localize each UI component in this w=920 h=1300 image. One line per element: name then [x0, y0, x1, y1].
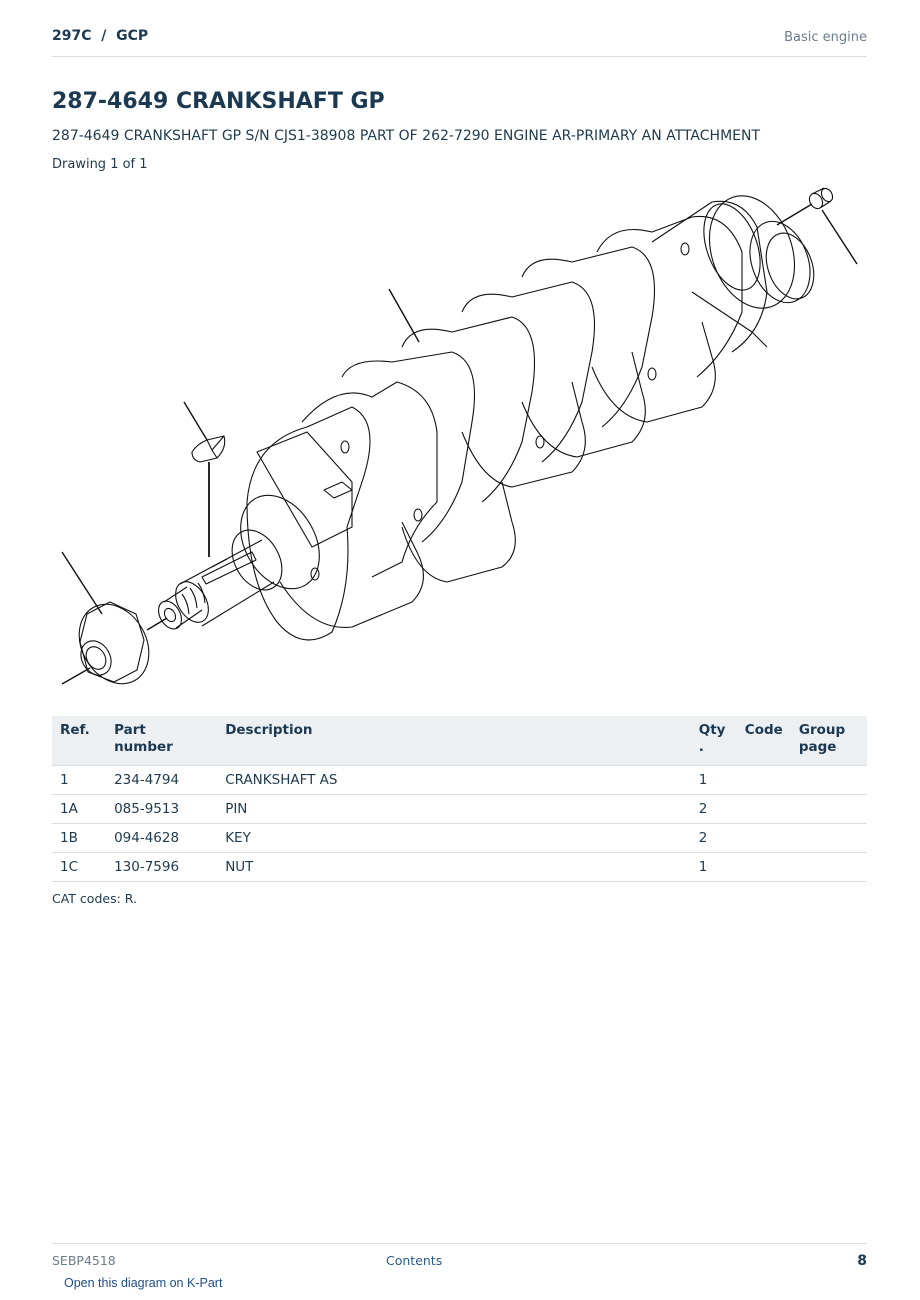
table-row — [52, 824, 867, 853]
cell-part-number: 234-4794 — [106, 766, 217, 795]
cell-description: NUT — [217, 853, 691, 882]
leader-line — [822, 210, 857, 264]
cell-qty: 2 — [691, 795, 737, 824]
crankshaft-body — [247, 184, 822, 640]
drawing-label: Drawing 1 of 1 — [52, 157, 148, 172]
leader-line — [62, 552, 102, 614]
leader-line — [389, 289, 419, 342]
column-header-group-page: Group page — [791, 716, 867, 766]
column-header-part-number: Part number — [106, 716, 217, 766]
cell-group-page — [791, 824, 867, 853]
column-header-code: Code — [737, 716, 791, 766]
table-row — [52, 853, 867, 882]
cell-qty: 1 — [691, 766, 737, 795]
leader-line — [62, 668, 90, 684]
table-header-row — [52, 716, 867, 766]
cell-group-page — [791, 795, 867, 824]
cell-code — [737, 766, 791, 795]
contents-link[interactable]: Contents — [386, 1253, 443, 1268]
column-header-ref: Ref. — [52, 716, 106, 766]
table-row — [52, 766, 867, 795]
cat-codes-note: CAT codes: R. — [52, 891, 137, 906]
document-id: SEBP4518 — [52, 1253, 116, 1268]
cell-code — [737, 824, 791, 853]
cell-ref: 1 — [52, 766, 106, 795]
nut-part — [65, 592, 162, 697]
cell-group-page — [791, 766, 867, 795]
cell-code — [737, 795, 791, 824]
page-footer — [52, 1243, 867, 1274]
page-title: 287-4649 CRANKSHAFT GP — [52, 89, 385, 114]
column-header-qty: Qty . — [691, 716, 737, 766]
cell-ref: 1A — [52, 795, 106, 824]
section-name: Basic engine — [784, 30, 867, 45]
column-header-description: Description — [217, 716, 691, 766]
leader-line — [777, 204, 812, 225]
cell-part-number: 130-7596 — [106, 853, 217, 882]
page-header — [52, 28, 867, 57]
cell-description: CRANKSHAFT AS — [217, 766, 691, 795]
parts-table — [52, 716, 867, 882]
cell-part-number: 094-4628 — [106, 824, 217, 853]
cell-qty: 1 — [691, 853, 737, 882]
cell-code — [737, 853, 791, 882]
pin-part — [807, 186, 835, 210]
cell-part-number: 085-9513 — [106, 795, 217, 824]
cell-description: PIN — [217, 795, 691, 824]
table-row — [52, 795, 867, 824]
page-subtitle: 287-4649 CRANKSHAFT GP S/N CJS1-38908 PART OF 262-7290 ENGINE AR-PRIMARY AN ATTACHMENT — [52, 128, 761, 144]
cell-ref: 1C — [52, 853, 106, 882]
page-number: 8 — [857, 1253, 867, 1269]
cell-qty: 2 — [691, 824, 737, 853]
crankshaft-drawing — [52, 182, 867, 702]
cell-group-page — [791, 853, 867, 882]
key-part — [192, 436, 225, 462]
cell-description: KEY — [217, 824, 691, 853]
breadcrumb: 297C / GCP — [52, 28, 149, 44]
open-in-kpart-link[interactable]: Open this diagram on K-Part — [64, 1276, 223, 1290]
cell-ref: 1B — [52, 824, 106, 853]
leader-line — [184, 402, 207, 440]
crankshaft-front-end — [154, 481, 335, 633]
